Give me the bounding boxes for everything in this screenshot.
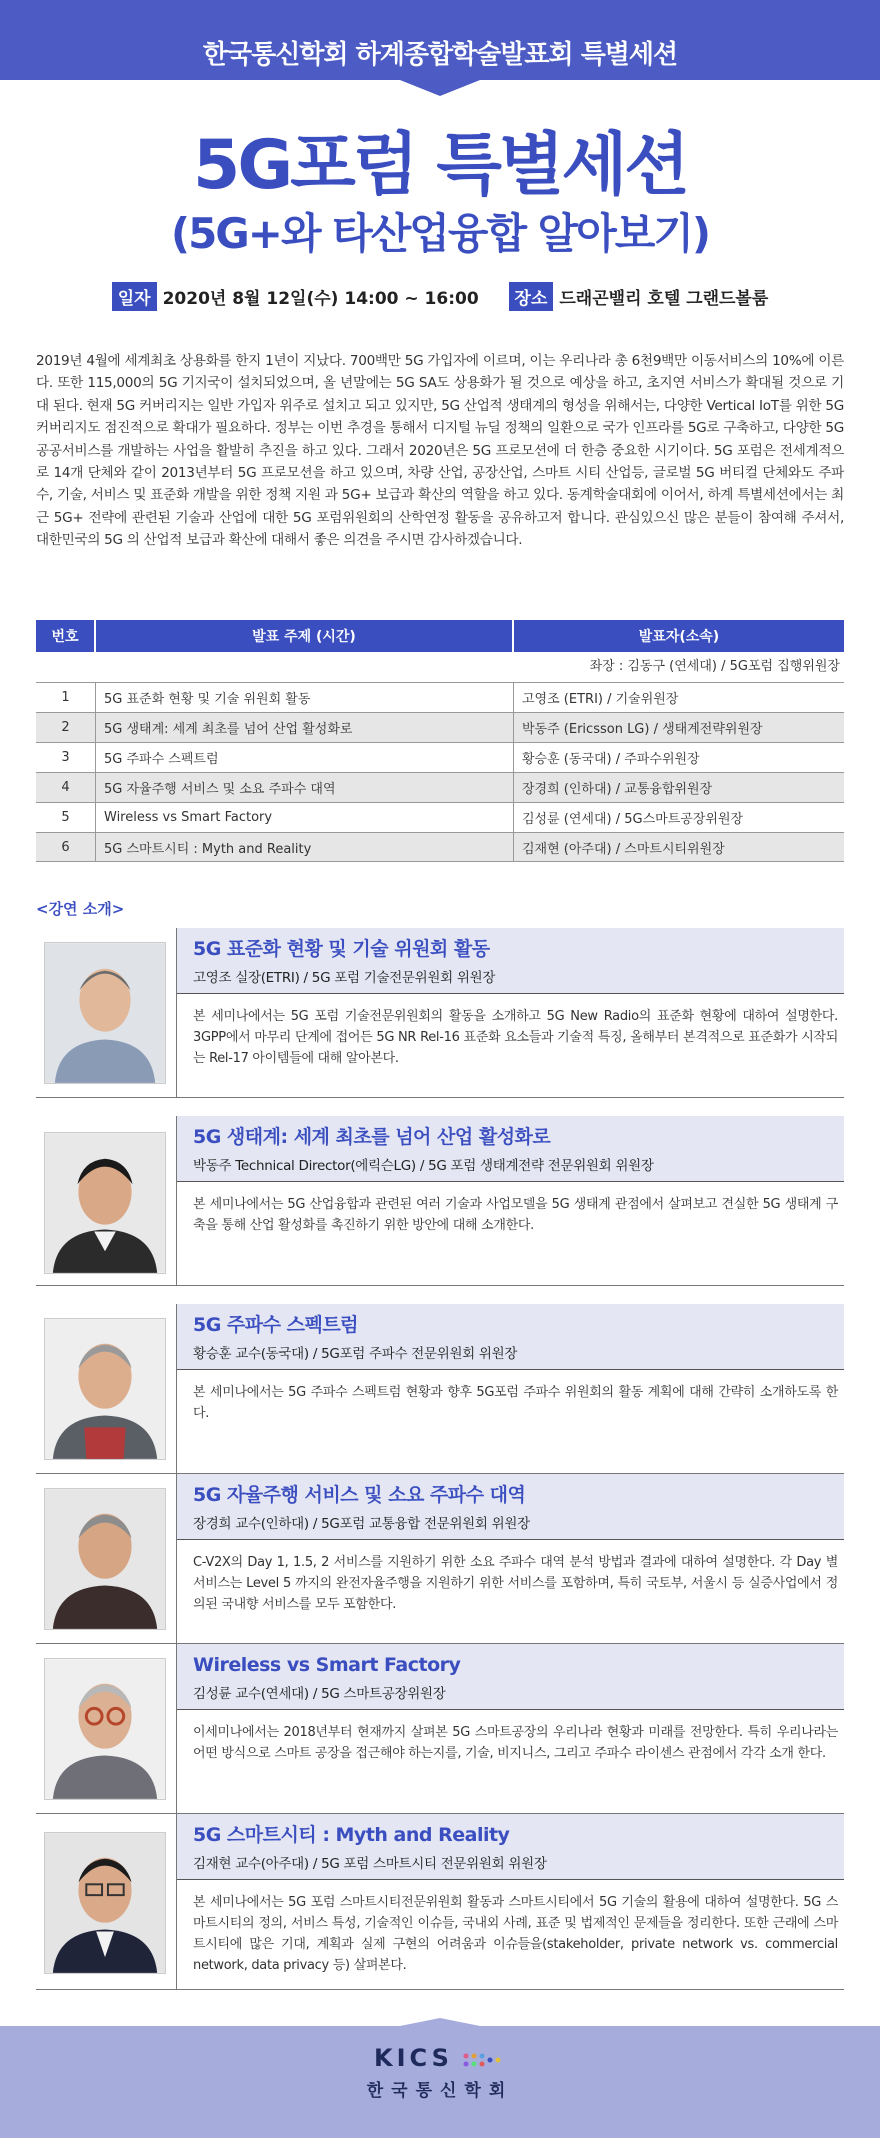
talk-card [36,1116,844,1286]
talks-section-label: <강연 소개> [36,900,125,918]
page-title: 5G포럼 특별세션 [193,126,687,205]
date-tag: 일자 [112,282,157,311]
talk-description: 본 세미나에서는 5G 포럼 스마트시티전문위원회 활동과 스마트시티에서 5G 기술의 활용에 대하여 설명한다. 5G 스마트시티의 정의, 서비스 특성, 기술적인 이슈들, 국내외 사례, 표준 및 법제적인 문제들을 정리한다. 또한 근래에 스마트시티에 많은 기대, 계획과 실제 구현의 어려움과 이슈들을(stakeholder, private network vs. commercial network, data privacy 등) 살펴본다. [193,1895,838,1973]
row-number: 3 [36,743,96,772]
table-row [36,802,844,832]
speaker-photo [44,1832,166,1974]
intro-paragraph: 2019년 4월에 세계최초 상용화를 한지 1년이 지났다. 700백만 5G 가입자에 이르며, 이는 우리나라 총 6천9백만 이동서비스의 10%에 이른다. 또한 115,000의 5G 기지국이 설치되었으며, 올 년말에는 5G SA도 상용화가 될 것으로 예상을 하고, 초지연 서비스가 확대될 것으로 기대 된다. 현재 5G 커버리지는 일반 가입자 위주로 설치고 되고 있지만, 5G 산업적 생태계의 형성을 위해서는, 다양한 Vertical IoT를 위한 5G 커버리지도 점진적으로 확대가 필요하다. 정부는 이번 추경을 통해서 디지털 뉴딜 정책의 일환으로 국가 인프라를 5G로 구축하고, 다양한 5G 공공서비스를 개발하는 사업을 활발히 추진을 하고 있다. 그래서 2020년은 5G 프로모션에 더 한층 중요한 시기이다. 5G 포럼은 전세계적으로 14개 단체와 같이 2013년부터 5G 프로모션을 하고 있으며, 차량 산업, 공장산업, 스마트 시티 산업등, 글로벌 5G 버티컬 단체와도 주파수, 기술, 서비스 및 표준화 개발을 위한 정책 지원 과 5G+ 보급과 확산의 역할을 하고 있다. 동계학술대회에 이어서, 하계 특별세션에서는 최근 5G+ 전략에 관련된 기술과 산업에 대한 5G 포럼위원회의 산학연정 활동을 공유하고저 합니다. 관심있으신 많은 분들이 참여해 주셔서, 대한민국의 5G 의 산업적 보급과 확산에 대해서 좋은 의견을 주시면 감사하겠습니다. [36,353,844,549]
talk-title: 5G 표준화 현황 및 기술 위원회 활동 [193,938,490,960]
talk-card [36,1474,844,1644]
talk-title: 5G 생태계: 세계 최초를 넘어 산업 활성화로 [193,1126,551,1148]
row-speaker: 박동주 (Ericsson LG) / 생태계전략위원장 [522,722,763,737]
talk-description: 이세미나에서는 2018년부터 현재까지 살펴본 5G 스마트공장의 우리나라 현황과 미래를 전망한다. 특히 우리나라는 어떤 방식으로 스마트 공장을 접근해야 하는지를, 기술, 비지니스, 그리고 주파수 라이센스 관점에서 각각 소개 한다. [193,1725,838,1761]
talk-description: C-V2X의 Day 1, 1.5, 2 서비스를 지원하기 위한 소요 주파수 대역 분석 방법과 결과에 대하여 설명한다. 각 Day 별 서비스는 Level 5 까지의 완전자율주행을 지원하기 위한 서비스를 포함하며, 특히 국토부, 서울시 등 실증사업에서 정의된 국내향 서비스를 모두 포함한다. [193,1555,838,1612]
program-table [36,620,844,862]
row-speaker: 고영조 (ETRI) / 기술위원장 [522,692,679,707]
date-value: 2020년 8월 12일(수) 14:00 ~ 16:00 [162,289,479,309]
table-header [36,620,844,652]
row-topic: 5G 주파수 스펙트럼 [96,743,514,772]
row-number: 4 [36,773,96,802]
chair-info: 좌장 : 김동구 (연세대) / 5G포럼 집행위원장 [589,659,840,674]
talk-card [36,1644,844,1814]
talk-description: 본 세미나에서는 5G 포럼 기술전문위원회의 활동을 소개하고 5G New Radio의 표준화 현황에 대하여 설명한다. 3GPP에서 마무리 단계에 접어든 5G NR Rel-16 표준화 요소들과 기술적 특징, 올해부터 본격적으로 표준화가 시작되는 Rel-17 아이템들에 대해 알아본다. [193,1009,838,1066]
talk-title: 5G 스마트시티 : Myth and Reality [193,1824,510,1846]
row-speaker: 김성륜 (연세대) / 5G스마트공장위원장 [522,812,744,827]
row-topic: 5G 스마트시티 : Myth and Reality [96,833,514,861]
talk-body [176,1814,844,1989]
talk-speaker: 고영조 실장(ETRI) / 5G 포럼 기술전문위원회 위원장 [193,970,496,986]
talk-head [177,928,844,994]
event-info [0,282,880,311]
org-name: 한국통신학회 [366,2081,514,2101]
table-row [36,682,844,712]
talk-speaker: 김재현 교수(아주대) / 5G 포럼 스마트시티 전문위원회 위원장 [193,1856,547,1872]
header-no: 번호 [36,620,96,652]
talk-body [176,1644,844,1813]
place-value: 드래곤밸리 호텔 그랜드볼룸 [559,289,769,309]
row-speaker: 장경희 (인하대) / 교통융합위원장 [522,782,713,797]
talk-card [36,1304,844,1474]
row-topic: 5G 자율주행 서비스 및 소요 주파수 대역 [96,773,514,802]
talk-head [177,1116,844,1182]
page-subtitle: (5G+와 타산업융합 알아보기) [170,209,710,258]
talk-title: 5G 자율주행 서비스 및 소요 주파수 대역 [193,1484,526,1506]
talk-body [176,928,844,1097]
table-row [36,742,844,772]
header-speaker: 발표자(소속) [638,629,720,645]
kics-logo [0,2044,880,2101]
row-number: 1 [36,683,96,712]
row-number: 5 [36,803,96,832]
talk-card [36,928,844,1098]
talk-card [36,1814,844,1990]
talk-body [176,1304,844,1473]
talk-description: 본 세미나에서는 5G 주파수 스펙트럼 현황과 향후 5G포럼 주파수 위원회의 활동 계획에 대해 간략히 소개하도록 한다. [193,1385,838,1421]
row-speaker: 황승훈 (동국대) / 주파수위원장 [522,752,700,767]
talk-speaker: 박동주 Technical Director(에릭슨LG) / 5G 포럼 생태계전략 전문위원회 위원장 [193,1158,654,1174]
table-row [36,832,844,862]
banner-title: 한국통신학회 하계종합학술발표회 특별세션 [202,40,678,70]
talk-title: 5G 주파수 스펙트럼 [193,1314,359,1336]
header-topic: 발표 주제 (시간) [96,620,514,652]
table-row [36,712,844,742]
row-number: 6 [36,833,96,861]
talk-title: Wireless vs Smart Factory [193,1654,461,1676]
talk-head [177,1474,844,1540]
speaker-photo [44,1318,166,1460]
row-topic: Wireless vs Smart Factory [96,803,514,832]
speaker-photo [44,1132,166,1274]
row-topic: 5G 생태계: 세계 최초를 넘어 산업 활성화로 [96,713,514,742]
speaker-photo [44,942,166,1084]
talk-description: 본 세미나에서는 5G 산업융합과 관련된 여러 기술과 사업모델을 5G 생태계 관점에서 살펴보고 견실한 5G 생태계 구축을 통해 산업 활성화를 촉진하기 위한 방안에 대해 소개한다. [193,1197,838,1233]
speaker-photo [44,1488,166,1630]
row-number: 2 [36,713,96,742]
talk-head [177,1814,844,1880]
logo-dots-icon [462,2052,506,2072]
talk-body [176,1474,844,1643]
talk-speaker: 김성륜 교수(연세대) / 5G 스마트공장위원장 [193,1686,446,1702]
talk-head [177,1644,844,1710]
table-row [36,772,844,802]
row-speaker: 김재현 (아주대) / 스마트시티위원장 [522,841,725,857]
place-tag: 장소 [509,282,554,311]
speaker-photo [44,1658,166,1800]
talk-head [177,1304,844,1370]
row-topic: 5G 표준화 현황 및 기술 위원회 활동 [96,683,514,712]
talk-body [176,1116,844,1285]
logo-text: KICS [374,2044,453,2072]
talk-speaker: 황승훈 교수(동국대) / 5G포럼 주파수 전문위원회 위원장 [193,1346,518,1362]
talk-speaker: 장경희 교수(인하대) / 5G포럼 교통융합 전문위원회 위원장 [193,1516,530,1532]
kics-logo-mark [0,2044,880,2072]
